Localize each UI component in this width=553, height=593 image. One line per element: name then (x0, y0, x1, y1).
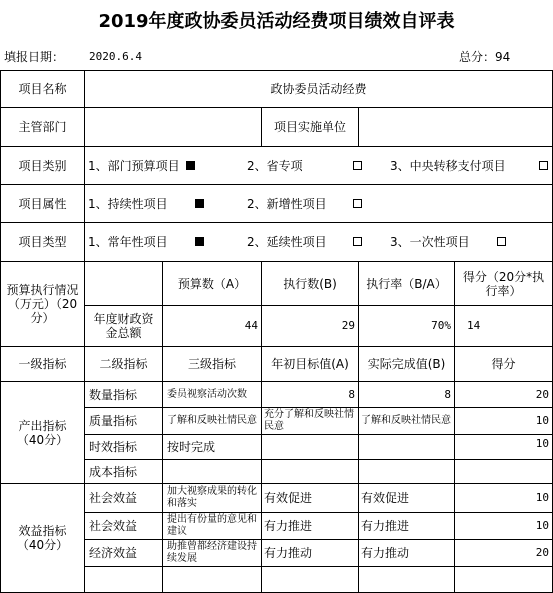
benefit-row-3-actual: 有力推动 (359, 540, 455, 567)
output-row-3-score: 10 (455, 435, 553, 460)
type-option-2 (247, 223, 327, 261)
output-row-2-score: 10 (455, 408, 553, 435)
output-row-2-target: 充分了解和反映社情民意 (262, 408, 359, 435)
attribute-option-2 (247, 185, 327, 222)
empty-cell (262, 567, 359, 593)
checkbox-checked-icon[interactable] (195, 199, 204, 208)
benefit-row-1-level2: 社会效益 (85, 484, 163, 513)
output-row-1-level3: 委员视察活动次数 (163, 382, 262, 408)
output-row-4-score (455, 460, 553, 484)
budget-value: 44 (163, 306, 262, 347)
budget-score-value: 14 (455, 306, 553, 347)
output-row-1-score: 20 (455, 382, 553, 408)
output-row-3-target (262, 435, 359, 460)
budget-col-rate: 执行率（B/A） (359, 262, 455, 306)
benefit-row-2-actual: 有力推进 (359, 513, 455, 540)
output-row-3-level2: 时效指标 (85, 435, 163, 460)
implementer-value (359, 108, 553, 147)
type-option-1 (88, 223, 168, 261)
budget-header-blank (85, 262, 163, 306)
benefit-row-3-target: 有力推动 (262, 540, 359, 567)
header-level1: 一级指标 (0, 347, 85, 382)
total-score: 总分：94 (459, 50, 511, 64)
category-option-2 (247, 147, 303, 184)
checkbox-empty-icon[interactable] (353, 161, 362, 170)
output-row-3-actual (359, 435, 455, 460)
output-row-4-target (262, 460, 359, 484)
output-row-4-actual (359, 460, 455, 484)
type-option-3 (390, 223, 470, 261)
benefit-row-1-actual: 有效促进 (359, 484, 455, 513)
benefit-row-1-score: 10 (455, 484, 553, 513)
type-label: 项目类型 (0, 223, 85, 262)
project-name-label: 项目名称 (0, 70, 85, 108)
supervisor-label: 主管部门 (0, 108, 85, 147)
benefit-row-3-level2: 经济效益 (85, 540, 163, 567)
checkbox-empty-icon[interactable] (353, 199, 362, 208)
page-title: 2019年度政协委员活动经费项目绩效自评表 (98, 11, 455, 32)
header-level3: 三级指标 (163, 347, 262, 382)
checkbox-empty-icon[interactable] (497, 237, 506, 246)
output-row-1-actual: 8 (359, 382, 455, 408)
benefit-row-2-target: 有力推进 (262, 513, 359, 540)
output-label: 产出指标（40分） (0, 382, 85, 484)
header-score: 得分 (455, 347, 553, 382)
type-option-1-label: 1、常年性项目 (88, 235, 168, 249)
attribute-option-1-label: 1、持续性项目 (88, 196, 168, 211)
benefit-row-2-score: 10 (455, 513, 553, 540)
output-row-2-level2: 质量指标 (85, 408, 163, 435)
fill-date-value: 2020.6.4 (89, 50, 142, 63)
category-label: 项目类别 (0, 147, 85, 185)
checkbox-empty-icon[interactable] (353, 237, 362, 246)
exec-value: 29 (262, 306, 359, 347)
category-option-3 (390, 147, 506, 184)
header-target: 年初目标值(A) (262, 347, 359, 382)
header-level2: 二级指标 (85, 347, 163, 382)
benefit-row-2-level2: 社会效益 (85, 513, 163, 540)
empty-cell (85, 567, 163, 593)
output-row-1-level2: 数量指标 (85, 382, 163, 408)
output-row-4-level2: 成本指标 (85, 460, 163, 484)
budget-col-budget: 预算数（A） (163, 262, 262, 306)
type-option-2-label: 2、延续性项目 (247, 235, 327, 249)
budget-label: 预算执行情况（万元）（20分） (0, 262, 85, 347)
benefit-row-2-level3: 提出有份量的意见和建议 (163, 513, 262, 540)
attribute-option-1 (88, 185, 168, 222)
category-option-1-label: 1、部门预算项目 (88, 158, 180, 173)
fill-date-label: 填报日期： (4, 50, 65, 64)
output-row-2-level3: 了解和反映社情民意 (163, 408, 262, 435)
benefit-row-1-target: 有效促进 (262, 484, 359, 513)
benefit-row-3-level3: 助推曾都经济建设持续发展 (163, 540, 262, 567)
benefit-label: 效益指标（40分） (0, 484, 85, 593)
project-name-value: 政协委员活动经费 (85, 70, 553, 108)
output-row-4-level3 (163, 460, 262, 484)
header-actual: 实际完成值(B) (359, 347, 455, 382)
attribute-option-2-label: 2、新增性项目 (247, 196, 327, 211)
benefit-row-3-score: 20 (455, 540, 553, 567)
empty-cell (455, 567, 553, 593)
category-options (85, 147, 553, 185)
category-option-1 (88, 147, 195, 184)
supervisor-value (85, 108, 262, 147)
implementer-label: 项目实施单位 (262, 108, 359, 147)
output-row-2-actual: 了解和反映社情民意 (359, 408, 455, 435)
category-option-2-label: 2、省专项 (247, 158, 303, 173)
checkbox-checked-icon[interactable] (195, 237, 204, 246)
benefit-row-1-level3: 加大视察成果的转化和落实 (163, 484, 262, 513)
type-options (85, 223, 553, 262)
checkbox-empty-icon[interactable] (539, 161, 548, 170)
attribute-label: 项目属性 (0, 185, 85, 223)
budget-col-exec: 执行数(B) (262, 262, 359, 306)
attribute-options (85, 185, 553, 223)
budget-row-label: 年度财政资金总额 (85, 306, 163, 347)
checkbox-checked-icon[interactable] (186, 161, 195, 170)
empty-cell (163, 567, 262, 593)
empty-cell (359, 567, 455, 593)
output-row-3-level3: 按时完成 (163, 435, 262, 460)
budget-col-score: 得分（20分*执行率） (455, 262, 553, 306)
category-option-3-label: 3、中央转移支付项目 (390, 158, 506, 173)
rate-value: 70% (359, 306, 455, 347)
output-row-1-target: 8 (262, 382, 359, 408)
type-option-3-label: 3、一次性项目 (390, 235, 470, 249)
